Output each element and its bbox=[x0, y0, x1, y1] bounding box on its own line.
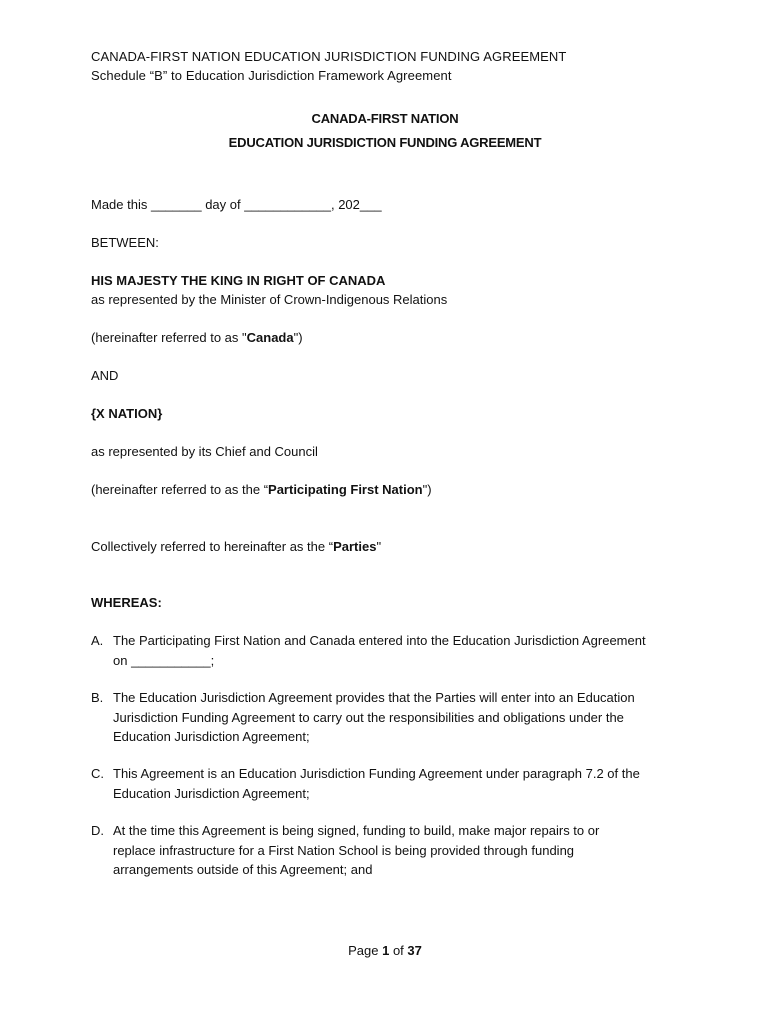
recital-text bbox=[113, 631, 693, 670]
recital-line: This Agreement is an Education Jurisdiction Funding Agreement under paragraph 7.2 of the bbox=[113, 766, 640, 781]
recital-line: The Participating First Nation and Canada entered into the Education Jurisdiction Agreement bbox=[113, 633, 646, 648]
document-title-line-1: CANADA-FIRST NATION bbox=[311, 111, 459, 126]
recital-text bbox=[113, 821, 693, 880]
between-label: BETWEEN: bbox=[91, 235, 159, 250]
party-nation-name: {X NATION} bbox=[91, 406, 163, 421]
recital-line: arrangements outside of this Agreement; and bbox=[113, 862, 373, 877]
collectively-line bbox=[91, 537, 381, 556]
page-number: 1 bbox=[382, 943, 390, 958]
page-total: 37 bbox=[407, 943, 422, 958]
party-canada-reference bbox=[91, 328, 303, 347]
recital-text bbox=[113, 688, 693, 747]
reference-term-first-nation: Participating First Nation bbox=[268, 482, 423, 497]
recital-line: The Education Jurisdiction Agreement provides that the Parties will enter into an Education bbox=[113, 690, 635, 705]
recital-text bbox=[113, 764, 693, 803]
running-header-title: CANADA-FIRST NATION EDUCATION JURISDICTION FUNDING AGREEMENT bbox=[91, 49, 567, 64]
reference-prefix: (hereinafter referred to as " bbox=[91, 330, 247, 345]
recital-letter: B. bbox=[91, 690, 104, 705]
page-word: Page bbox=[348, 943, 383, 958]
collectively-prefix: Collectively referred to hereinafter as the “ bbox=[91, 539, 334, 554]
recital-line: At the time this Agreement is being signed, funding to build, make major repairs to or bbox=[113, 823, 600, 838]
running-header-schedule: Schedule “B” to Education Jurisdiction Framework Agreement bbox=[91, 68, 452, 83]
document-title-line-2: EDUCATION JURISDICTION FUNDING AGREEMENT bbox=[228, 135, 542, 150]
party-canada-represented: as represented by the Minister of Crown-Indigenous Relations bbox=[91, 292, 448, 307]
reference-prefix: (hereinafter referred to as the “ bbox=[91, 482, 269, 497]
collectively-suffix: " bbox=[376, 539, 382, 554]
recital-line: on ___________; bbox=[113, 652, 215, 668]
whereas-heading: WHEREAS: bbox=[91, 595, 162, 610]
reference-suffix: ") bbox=[422, 482, 432, 497]
party-nation-reference bbox=[91, 480, 432, 499]
and-label: AND bbox=[91, 368, 119, 383]
recital-line: replace infrastructure for a First Nation School is being provided through funding bbox=[113, 842, 575, 858]
recital-letter: A. bbox=[91, 633, 104, 648]
reference-term-parties: Parties bbox=[333, 539, 377, 554]
of-word: of bbox=[389, 943, 408, 958]
reference-term-canada: Canada bbox=[246, 330, 294, 345]
reference-suffix: ") bbox=[293, 330, 303, 345]
recital-line: Education Jurisdiction Agreement; bbox=[113, 729, 310, 744]
recital-letter: D. bbox=[91, 823, 104, 838]
recital-letter: C. bbox=[91, 766, 104, 781]
made-this-line: Made this _______ day of ____________, 202___ bbox=[91, 197, 382, 212]
recital-line: Education Jurisdiction Agreement; bbox=[113, 785, 310, 801]
recital-line: Jurisdiction Funding Agreement to carry out the responsibilities and obligations under the bbox=[113, 709, 624, 725]
party-canada-name: HIS MAJESTY THE KING IN RIGHT OF CANADA bbox=[91, 273, 386, 288]
page-footer bbox=[0, 941, 770, 960]
party-nation-represented: as represented by its Chief and Council bbox=[91, 444, 318, 459]
